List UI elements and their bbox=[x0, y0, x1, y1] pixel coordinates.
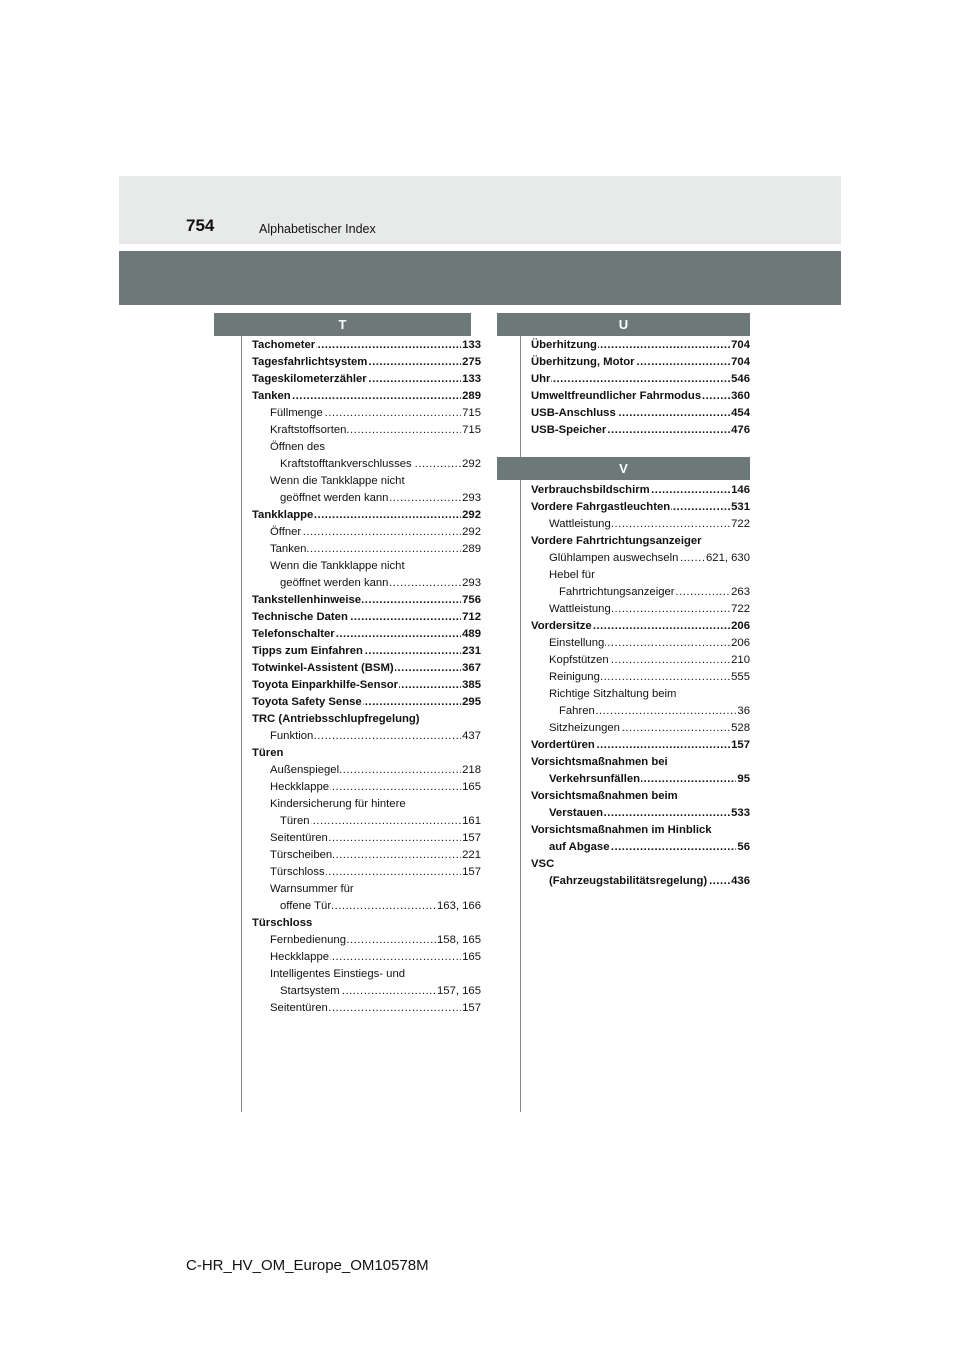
index-entry-page: 157 bbox=[461, 830, 481, 847]
index-entry-page: 133 bbox=[461, 337, 481, 354]
index-entry-page: 157 bbox=[461, 864, 481, 881]
index-entry bbox=[252, 864, 481, 881]
index-entry bbox=[531, 873, 750, 890]
index-entry-page: 231 bbox=[461, 643, 481, 660]
index-entry bbox=[252, 626, 481, 643]
index-entry-term: Kraftstoffsorten bbox=[270, 424, 347, 436]
index-entry bbox=[252, 660, 481, 677]
index-entry-term: Technische Daten bbox=[252, 611, 348, 623]
index-entry-page: 704 bbox=[730, 337, 750, 354]
index-entry-term: Einstellung bbox=[549, 637, 605, 649]
index-entry-term: Seitentüren bbox=[270, 832, 328, 844]
section-title: Alphabetischer Index bbox=[259, 222, 376, 236]
header-dark-band bbox=[119, 251, 841, 305]
index-entry-page: 437 bbox=[461, 728, 481, 745]
index-entry bbox=[531, 618, 750, 635]
index-entry-term: Warnsummer für bbox=[270, 883, 354, 895]
letter-header-u: U bbox=[497, 313, 750, 336]
index-entry-page: 165 bbox=[461, 779, 481, 796]
index-entry-page: 533 bbox=[730, 805, 750, 822]
index-entry-term: Intelligentes Einstiegs- und bbox=[270, 968, 406, 980]
index-entry-page: 158, 165 bbox=[436, 932, 481, 949]
index-entry-term: Funktion bbox=[270, 730, 314, 742]
index-entry-term: TRC (Antriebsschlupfregelung) bbox=[252, 713, 420, 725]
index-entry bbox=[531, 720, 750, 737]
index-entry-page: 218 bbox=[461, 762, 481, 779]
index-entry bbox=[252, 371, 481, 388]
index-entry-term: Füllmenge bbox=[270, 407, 323, 419]
index-entry bbox=[531, 822, 750, 839]
index-entry bbox=[531, 788, 750, 805]
index-entry-term: Uhr bbox=[531, 373, 551, 385]
index-entry bbox=[252, 405, 481, 422]
index-entry-term: USB-Anschluss bbox=[531, 407, 616, 419]
index-entry-page: 454 bbox=[730, 405, 750, 422]
index-entry-page: 157, 165 bbox=[436, 983, 481, 1000]
index-entry-term: Wenn die Tankklappe nicht bbox=[270, 560, 405, 572]
index-entry bbox=[531, 737, 750, 754]
index-entry bbox=[252, 473, 481, 490]
index-entry-term: Tipps zum Einfahren bbox=[252, 645, 363, 657]
index-entry-term: geöffnet werden kann bbox=[280, 577, 389, 589]
index-entry-page: 436 bbox=[730, 873, 750, 890]
index-entry-term: Totwinkel-Assistent (BSM) bbox=[252, 662, 394, 674]
index-entry-page: 476 bbox=[730, 422, 750, 439]
letter-header-t: T bbox=[214, 313, 471, 336]
index-entry bbox=[252, 592, 481, 609]
index-entry-term: (Fahrzeugstabilitätsregelung) bbox=[549, 875, 708, 887]
index-entry bbox=[531, 516, 750, 533]
index-entry-term: Türscheiben bbox=[270, 849, 333, 861]
index-entry bbox=[252, 507, 481, 524]
index-entry bbox=[531, 482, 750, 499]
index-entry-page: 36 bbox=[736, 703, 750, 720]
index-entry-page: 715 bbox=[461, 422, 481, 439]
index-entry bbox=[252, 422, 481, 439]
index-entry-term: Toyota Einparkhilfe-Sensor bbox=[252, 679, 399, 691]
index-entry-term: Tanken bbox=[252, 390, 291, 402]
index-entry-page: 56 bbox=[736, 839, 750, 856]
index-entry-term: offene Tür bbox=[280, 900, 332, 912]
index-entry-term: Tankstellenhinweise bbox=[252, 594, 362, 606]
index-entry bbox=[531, 584, 750, 601]
index-entry-term: Heckklappe bbox=[270, 951, 330, 963]
index-entry bbox=[252, 541, 481, 558]
index-column-left bbox=[252, 337, 481, 1017]
index-entry-page: 367 bbox=[461, 660, 481, 677]
index-entry-term: Tagesfahrlichtsystem bbox=[252, 356, 368, 368]
index-entry bbox=[252, 558, 481, 575]
index-entry-term: Türschloss bbox=[270, 866, 325, 878]
index-entry bbox=[252, 830, 481, 847]
index-entry-page: 489 bbox=[461, 626, 481, 643]
index-entry-page: 722 bbox=[730, 601, 750, 618]
index-entry-page: 263 bbox=[730, 584, 750, 601]
index-entry bbox=[531, 805, 750, 822]
index-entry-page: 293 bbox=[461, 575, 481, 592]
index-entry-term: Fahren bbox=[559, 705, 595, 717]
index-entry-page: 555 bbox=[730, 669, 750, 686]
index-entry-page: 385 bbox=[461, 677, 481, 694]
index-entry bbox=[531, 499, 750, 516]
index-entry-term: Überhitzung bbox=[531, 339, 597, 351]
index-entry bbox=[531, 354, 750, 371]
index-entry bbox=[252, 439, 481, 456]
index-entry-term: VSC bbox=[531, 858, 555, 870]
index-entry bbox=[252, 388, 481, 405]
footer-doc-id: C-HR_HV_OM_Europe_OM10578M bbox=[186, 1257, 429, 1274]
index-entry bbox=[531, 533, 750, 550]
index-entry bbox=[531, 388, 750, 405]
letter-header-v: V bbox=[497, 457, 750, 480]
index-entry-page: 715 bbox=[461, 405, 481, 422]
index-entry-term: Öffnen des bbox=[270, 441, 326, 453]
index-entry-term: Türen bbox=[252, 747, 284, 759]
index-entry-page: 360 bbox=[730, 388, 750, 405]
index-entry bbox=[531, 856, 750, 873]
index-entry-page: 289 bbox=[461, 541, 481, 558]
index-entry-term: Verstauen bbox=[549, 807, 604, 819]
index-entry-term: Reinigung bbox=[549, 671, 600, 683]
index-entry-page: 546 bbox=[730, 371, 750, 388]
index-entry-term: Tankklappe bbox=[252, 509, 314, 521]
index-entry-term: Vorsichtsmaßnahmen beim bbox=[531, 790, 678, 802]
index-entry bbox=[531, 771, 750, 788]
index-entry bbox=[252, 932, 481, 949]
index-entry-term: Vorsichtsmaßnahmen bei bbox=[531, 756, 668, 768]
index-entry-term: Tachometer bbox=[252, 339, 316, 351]
index-entry bbox=[252, 915, 481, 932]
index-entry bbox=[252, 949, 481, 966]
index-entry-term: Öffner bbox=[270, 526, 302, 538]
right-column-rule bbox=[520, 336, 521, 1112]
index-entry bbox=[531, 550, 750, 567]
index-column-right-v bbox=[531, 482, 750, 890]
index-entry-term: Richtige Sitzhaltung beim bbox=[549, 688, 677, 700]
index-entry-term: Startsystem bbox=[280, 985, 340, 997]
index-entry-page: 210 bbox=[730, 652, 750, 669]
index-entry-page: 163, 166 bbox=[436, 898, 481, 915]
index-entry bbox=[531, 337, 750, 354]
index-entry bbox=[252, 354, 481, 371]
index-entry-term: Vordertüren bbox=[531, 739, 595, 751]
index-entry bbox=[531, 839, 750, 856]
index-entry-term: Überhitzung, Motor bbox=[531, 356, 635, 368]
index-entry-term: Heckklappe bbox=[270, 781, 330, 793]
index-entry bbox=[531, 422, 750, 439]
index-entry bbox=[252, 779, 481, 796]
index-entry bbox=[252, 813, 481, 830]
index-entry bbox=[252, 966, 481, 983]
index-entry-term: Fahrtrichtungsanzeiger bbox=[559, 586, 675, 598]
index-entry-page: 161 bbox=[461, 813, 481, 830]
index-entry bbox=[252, 728, 481, 745]
index-entry-page: 157 bbox=[461, 1000, 481, 1017]
index-entry-term: Fernbedienung bbox=[270, 934, 347, 946]
index-entry-page: 756 bbox=[461, 592, 481, 609]
index-entry bbox=[252, 762, 481, 779]
index-entry-page: 133 bbox=[461, 371, 481, 388]
index-entry bbox=[531, 703, 750, 720]
index-entry-page: 528 bbox=[730, 720, 750, 737]
index-entry-term: Seitentüren bbox=[270, 1002, 328, 1014]
index-entry-page: 289 bbox=[461, 388, 481, 405]
index-column-right-u bbox=[531, 337, 750, 439]
index-entry bbox=[252, 677, 481, 694]
index-entry-term: Vordere Fahrgastleuchten bbox=[531, 501, 671, 513]
index-entry-page: 293 bbox=[461, 490, 481, 507]
index-entry-page: 157 bbox=[730, 737, 750, 754]
index-entry-page: 531 bbox=[730, 499, 750, 516]
index-entry-term: Sitzheizungen bbox=[549, 722, 620, 734]
index-entry bbox=[252, 711, 481, 728]
index-entry-page: 206 bbox=[730, 635, 750, 652]
index-entry bbox=[252, 490, 481, 507]
index-entry-page: 292 bbox=[461, 507, 481, 524]
index-entry bbox=[252, 881, 481, 898]
index-entry bbox=[252, 456, 481, 473]
index-entry-page: 621, 630 bbox=[705, 550, 750, 567]
index-entry-term: Kindersicherung für hintere bbox=[270, 798, 406, 810]
index-entry-page: 295 bbox=[461, 694, 481, 711]
index-entry-page: 704 bbox=[730, 354, 750, 371]
index-entry bbox=[252, 337, 481, 354]
index-entry bbox=[531, 686, 750, 703]
index-entry-term: geöffnet werden kann bbox=[280, 492, 389, 504]
index-entry-term: Tanken bbox=[270, 543, 307, 555]
index-entry-term: Telefonschalter bbox=[252, 628, 335, 640]
index-entry bbox=[531, 371, 750, 388]
index-entry-term: Umweltfreundlicher Fahrmodus bbox=[531, 390, 702, 402]
index-entry-page: 165 bbox=[461, 949, 481, 966]
index-entry-term: Wattleistung bbox=[549, 518, 611, 530]
index-entry-page: 221 bbox=[461, 847, 481, 864]
index-entry-term: Kraftstofftankverschlusses bbox=[280, 458, 412, 470]
index-entry-page: 292 bbox=[461, 456, 481, 473]
index-entry bbox=[252, 847, 481, 864]
index-entry-term: Vorsichtsmaßnahmen im Hinblick bbox=[531, 824, 712, 836]
index-entry bbox=[252, 898, 481, 915]
index-entry-term: Kopfstützen bbox=[549, 654, 609, 666]
index-entry-page: 95 bbox=[736, 771, 750, 788]
index-entry-term: Türschloss bbox=[252, 917, 313, 929]
index-entry-term: Vordersitze bbox=[531, 620, 592, 632]
index-entry bbox=[252, 983, 481, 1000]
index-entry bbox=[252, 643, 481, 660]
index-entry bbox=[531, 669, 750, 686]
index-entry bbox=[252, 745, 481, 762]
index-entry-term: Verkehrsunfällen bbox=[549, 773, 641, 785]
index-entry-term: Verbrauchsbildschirm bbox=[531, 484, 650, 496]
index-entry-term: USB-Speicher bbox=[531, 424, 607, 436]
index-entry bbox=[252, 609, 481, 626]
index-entry bbox=[531, 652, 750, 669]
index-entry bbox=[531, 601, 750, 618]
index-entry-term: Glühlampen auswechseln bbox=[549, 552, 679, 564]
index-entry-term: Vordere Fahrtrichtungsanzeiger bbox=[531, 535, 702, 547]
index-entry bbox=[531, 567, 750, 584]
index-entry bbox=[252, 694, 481, 711]
index-entry-page: 275 bbox=[461, 354, 481, 371]
index-entry-term: Außenspiegel bbox=[270, 764, 340, 776]
index-entry bbox=[252, 524, 481, 541]
index-entry bbox=[531, 405, 750, 422]
index-entry bbox=[252, 1000, 481, 1017]
index-entry-term: auf Abgase bbox=[549, 841, 610, 853]
index-entry-term: Wattleistung bbox=[549, 603, 611, 615]
index-entry bbox=[252, 575, 481, 592]
index-entry-term: Hebel für bbox=[549, 569, 595, 581]
index-entry-page: 722 bbox=[730, 516, 750, 533]
index-entry bbox=[531, 635, 750, 652]
index-entry-page: 206 bbox=[730, 618, 750, 635]
index-entry-term: Toyota Safety Sense bbox=[252, 696, 362, 708]
header-top-band bbox=[119, 176, 841, 244]
index-entry-term: Tageskilometerzähler bbox=[252, 373, 367, 385]
index-entry-page: 146 bbox=[730, 482, 750, 499]
page-number: 754 bbox=[186, 216, 215, 235]
index-entry bbox=[252, 796, 481, 813]
index-entry-term: Türen bbox=[280, 815, 310, 827]
index-entry-term: Wenn die Tankklappe nicht bbox=[270, 475, 405, 487]
index-entry bbox=[531, 754, 750, 771]
index-entry-page: 292 bbox=[461, 524, 481, 541]
index-entry-page: 712 bbox=[461, 609, 481, 626]
left-column-rule bbox=[241, 336, 242, 1112]
